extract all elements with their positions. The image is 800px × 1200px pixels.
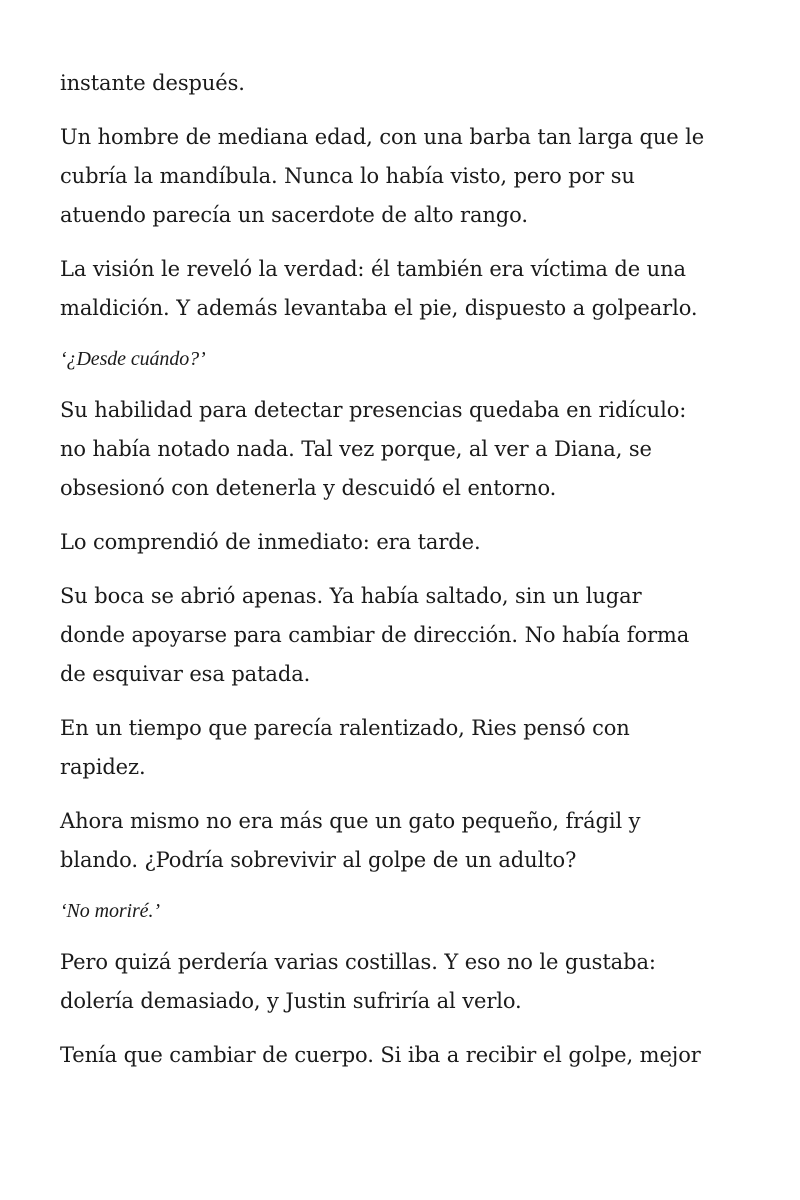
thought-line: ‘¿Desde cuándo?’ [60, 348, 206, 370]
text-line: dolería demasiado, y Justin sufriría al verlo. [60, 989, 522, 1013]
text-line: instante después. [60, 71, 245, 95]
paragraph [60, 391, 750, 508]
text-line: Un hombre de mediana edad, con una barba tan larga que le [60, 125, 705, 149]
inner-thought [60, 343, 750, 376]
text-line: de esquivar esa patada. [60, 662, 311, 686]
paragraph [60, 802, 750, 880]
paragraph [60, 943, 750, 1021]
text-line: Lo comprendió de inmediato: era tarde. [60, 530, 481, 554]
paragraph [60, 1036, 750, 1075]
text-line: no había notado nada. Tal vez porque, al ver a Diana, se [60, 437, 652, 461]
text-line: atuendo parecía un sacerdote de alto rango. [60, 203, 528, 227]
text-line: maldición. Y además levantaba el pie, dispuesto a golpearlo. [60, 296, 698, 320]
text-line: Su habilidad para detectar presencias quedaba en ridículo: [60, 398, 687, 422]
text-line: cubría la mandíbula. Nunca lo había visto, pero por su [60, 164, 635, 188]
text-line: blando. ¿Podría sobrevivir al golpe de un adulto? [60, 848, 577, 872]
text-line: obsesionó con detenerla y descuidó el entorno. [60, 476, 557, 500]
inner-thought [60, 895, 750, 928]
thought-line: ‘No moriré.’ [60, 900, 160, 922]
paragraph [60, 64, 750, 103]
paragraph [60, 577, 750, 694]
text-line: Tenía que cambiar de cuerpo. Si iba a recibir el golpe, mejor [60, 1043, 701, 1067]
paragraph [60, 250, 750, 328]
text-line: La visión le reveló la verdad: él también era víctima de una [60, 257, 686, 281]
text-line: rapidez. [60, 755, 146, 779]
text-line: Su boca se abrió apenas. Ya había saltado, sin un lugar [60, 584, 642, 608]
text-line: Ahora mismo no era más que un gato pequeño, frágil y [60, 809, 641, 833]
paragraph [60, 709, 750, 787]
text-line: En un tiempo que parecía ralentizado, Ries pensó con [60, 716, 630, 740]
text-line: Pero quizá perdería varias costillas. Y eso no le gustaba: [60, 950, 656, 974]
document-page [60, 64, 750, 1090]
paragraph [60, 523, 750, 562]
paragraph [60, 118, 750, 235]
text-line: donde apoyarse para cambiar de dirección. No había forma [60, 623, 690, 647]
